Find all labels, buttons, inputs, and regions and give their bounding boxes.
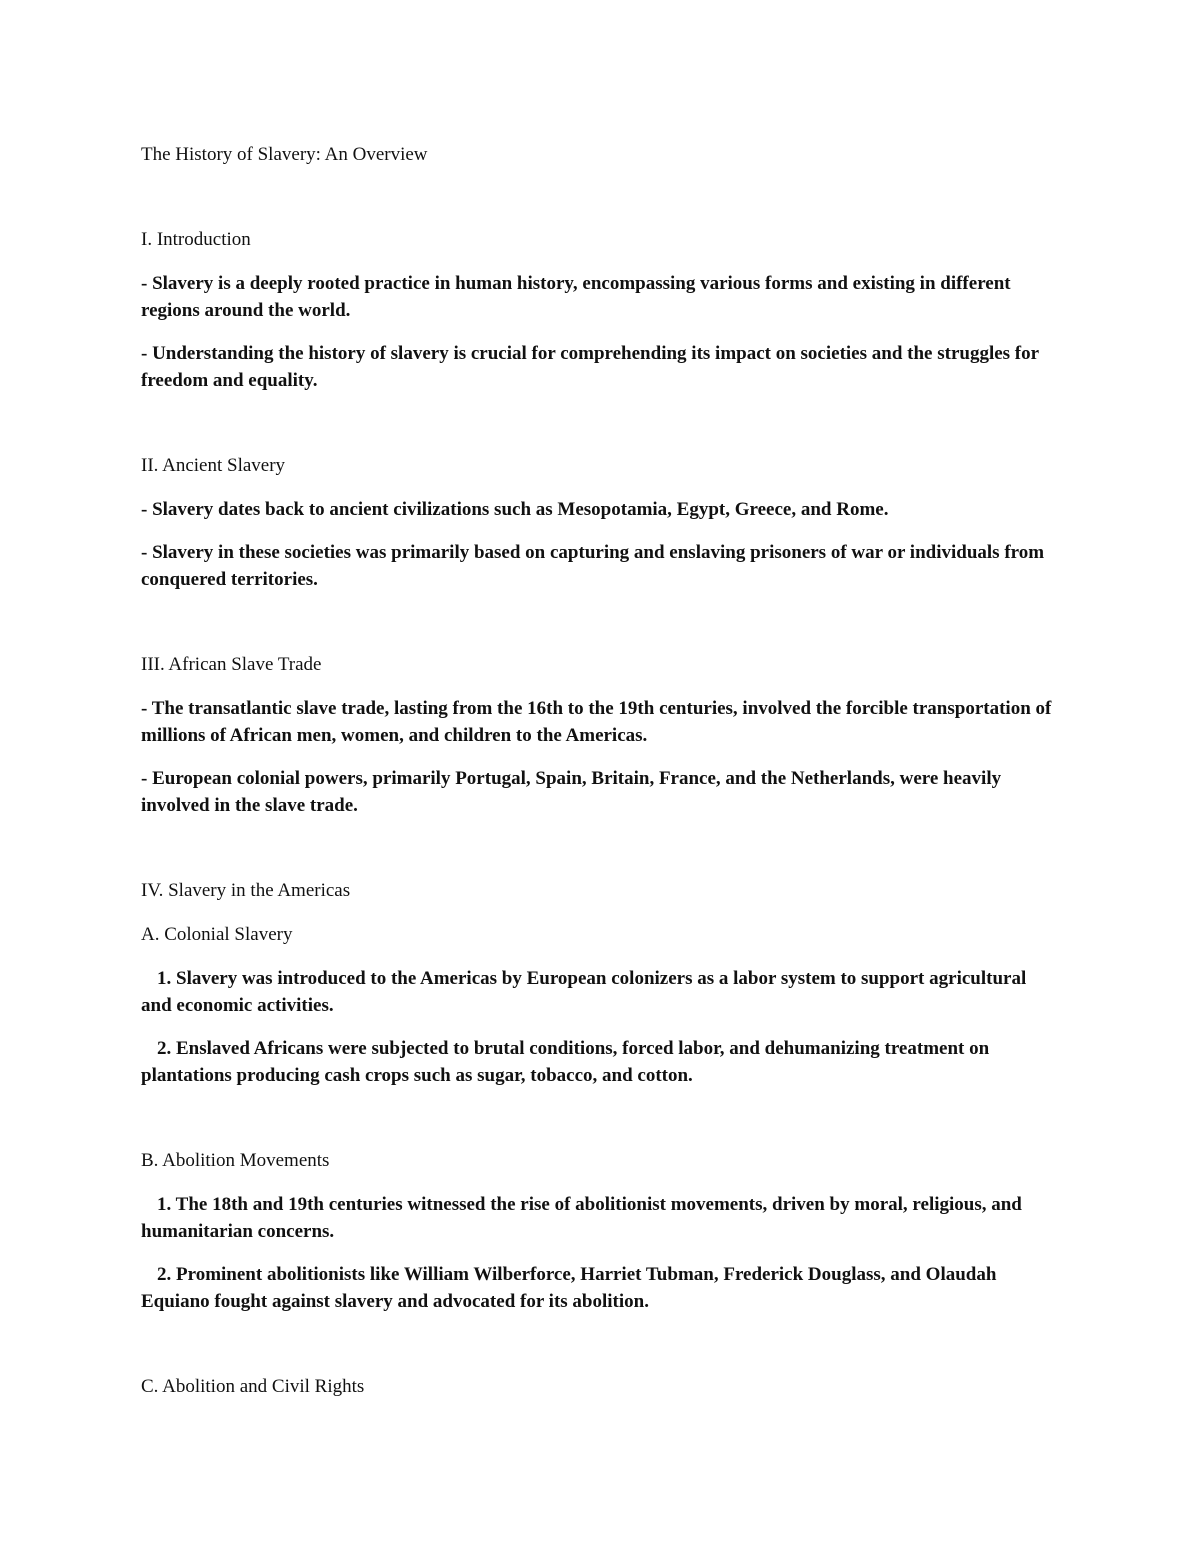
document-body bbox=[141, 140, 1061, 1401]
section-heading-slavery-in-the-americas: IV. Slavery in the Americas bbox=[141, 880, 351, 901]
paragraph: - The transatlantic slave trade, lasting from the 16th to the 19th centuries, involved the forcible transportation of millions of African men, women, and children to the Americas. bbox=[141, 698, 1052, 746]
subsection-heading-colonial-slavery: A. Colonial Slavery bbox=[141, 924, 293, 945]
paragraph: - Understanding the history of slavery is crucial for comprehending its impact on societies and the struggles for freedom and equality. bbox=[141, 343, 1039, 391]
subsection-heading-abolition-movements: B. Abolition Movements bbox=[141, 1150, 330, 1171]
section-heading-introduction: I. Introduction bbox=[141, 229, 251, 250]
paragraph: - Slavery is a deeply rooted practice in human history, encompassing various forms and existing in different regions around the world. bbox=[141, 273, 1011, 321]
section-heading-ancient-slavery: II. Ancient Slavery bbox=[141, 455, 286, 476]
section-heading-african-slave-trade: III. African Slave Trade bbox=[141, 654, 322, 675]
subsection-heading-abolition-and-civil-rights: C. Abolition and Civil Rights bbox=[141, 1376, 365, 1397]
numbered-item: 1. Slavery was introduced to the Americas by European colonizers as a labor system to support agricultural and economic activities. bbox=[141, 968, 1027, 1016]
numbered-item: 1. The 18th and 19th centuries witnessed the rise of abolitionist movements, driven by moral, religious, and humanitarian concerns. bbox=[141, 1194, 1022, 1242]
document-title: The History of Slavery: An Overview bbox=[141, 144, 428, 165]
paragraph: - European colonial powers, primarily Portugal, Spain, Britain, France, and the Netherlands, were heavily involved in the slave trade. bbox=[141, 768, 1002, 816]
numbered-item: 2. Enslaved Africans were subjected to brutal conditions, forced labor, and dehumanizing treatment on plantations producing cash crops such as sugar, tobacco, and cotton. bbox=[141, 1038, 990, 1086]
numbered-item: 2. Prominent abolitionists like William Wilberforce, Harriet Tubman, Frederick Douglass, and Olaudah Equiano fought against slavery and advocated for its abolition. bbox=[141, 1264, 997, 1312]
paragraph: - Slavery in these societies was primarily based on capturing and enslaving prisoners of war or individuals from conquered territories. bbox=[141, 542, 1045, 590]
paragraph: - Slavery dates back to ancient civilizations such as Mesopotamia, Egypt, Greece, and Rome. bbox=[141, 499, 889, 520]
